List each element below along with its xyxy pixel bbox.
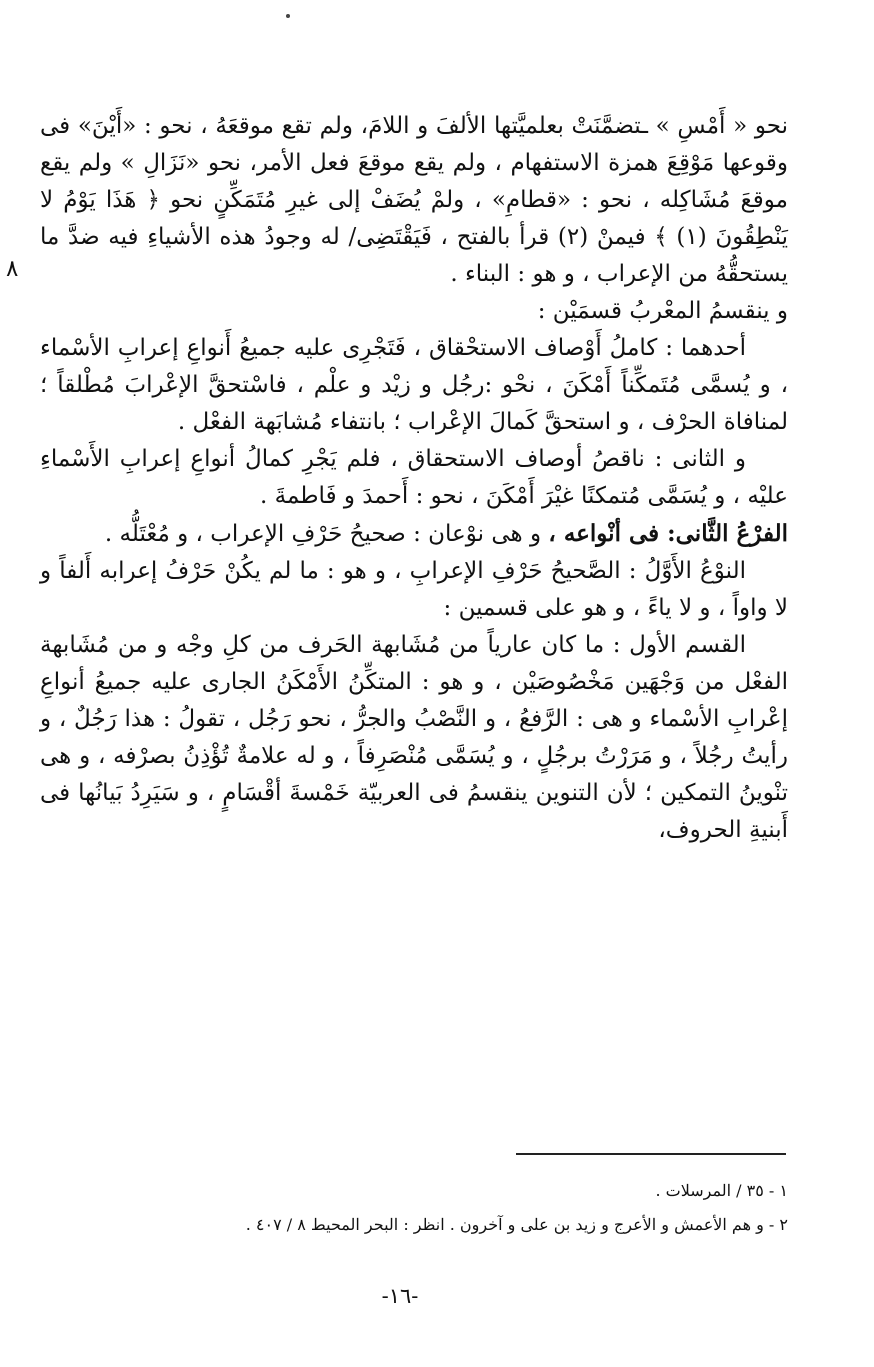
footnote-2: ٢ - و هم الأعمش و الأعرج و زيد بن على و آخرون . انظر : البحر المحيط ٨ / ٤٠٧ . [245,1215,788,1234]
paragraph-2-text: و ينقسمُ المعْربُ قسمَيْن : [537,298,788,324]
paragraph-6 [40,553,788,627]
scan-speck [286,14,290,18]
paragraph-4 [40,441,788,515]
page-number: -١٦- [381,1284,419,1308]
main-text-body [40,108,788,849]
paragraph-4-text: و الثانى : ناقصُ أوصاف الاستحقاق ، فلم يَجْرِ كمالُ أنواعِ إعرابِ الأَسْماءِ عليْه ، و يُسَمَّى مُتمكنًا غيْرَ أَمْكَنَ ، نحو : أَحمدَ و فَاطمةَ . [40,446,788,509]
paragraph-5-text: و هى نوْعان : صحيحُ حَرْفِ الإعراب ، و مُعْتَلُّه . [104,521,542,547]
paragraph-6-text: النوْعُ الأَوَّلُ : الصَّحيحُ حَرْفِ الإعرابِ ، و هو : ما لم يكُنْ حَرْفُ إعرابه أَلفاً و لا واواً ، و لا ياءً ، و هو على قسمين : [40,558,788,621]
paragraph-3 [40,330,788,441]
footnote-divider [516,1153,786,1155]
footnotes [100,1174,788,1242]
paragraph-2 [40,293,788,330]
margin-page-reference: ٨ [6,256,19,282]
section-heading: الفرْعُ الثَّانى: فى أنْواعه ، [548,520,788,547]
paragraph-1 [40,108,788,293]
paragraph-7-text: القسم الأول : ما كان عارياً من مُشَابهة الحَرف من كلِ وجْه و من مُشَابهة الفعْل من وَجْهَين مَخْصُوصَيْن ، و هو : المتكِّنُ الأَمْكَنُ الجارى عليه جميعُ أنواعِ إعْرابِ الأسْماء و هى : الرَّفعُ ، و النَّصْبُ والجرُّ ، نحو رَجُل ، تقولُ : هذا رَجُلٌ ، و رأيتُ رجُلاً ، و مَرَرْتُ برجُلٍ ، و يُسَمَّى مُنْصَرِفاً ، و له علامةٌ تُؤْذِنُ بصرْفه ، و هى تنْوينُ التمكين ؛ لأن التنوين ينقسمُ فى العربيّة خَمْسةَ أقْسَامٍ ، و سَيَرِدُ بَيانُها فى أَبنيةِ الحروف، [40,632,788,843]
footnote-1: ١ - ٣٥ / المرسلات . [655,1181,788,1200]
paragraph-5 [40,515,788,553]
paragraph-1-text: نحو « أَمْسِ » ـتضمَّنَتْ بعلميَّتها الألفَ و اللامَ، ولم تقع موقعَهُ ، نحو : «أَيْنَ» فى وقوعها مَوْقِعَ همزة الاستفهام ، ولم يقع موقعَ فعل الأمر، نحو «نَزَالِ » ولم يقع موقعَ مُشَاكِله ، نحو : «قطامِ» ، ولمْ يُضَفْ إلى غيرِ مُتَمَكِّنٍ نحو ﴿ هَذَا يَوْمُ لا يَنْطِقُونَ (١) ﴾ فيمنْ (٢) قرأ بالفتح ، فَيَقْتَضِى/ له وجودُ هذه الأشياءِ فيه ضدَّ ما يستحقُّهُ من الإعراب ، و هو : البناء . [40,113,788,287]
paragraph-3-text: أحدهما : كاملُ أَوْصاف الاستحْقاق ، فَتَجْرِى عليه جميعُ أَنواعِ إعرابِ الأسْماء ، و يُسمَّى مُتَمكِّناً أَمْكَنَ ، نحْو :رجُل و زيْد و علْم ، فاسْتحقَّ الإعْرابَ مُطْلقاً ؛ لمنافاة الحرْف ، و استحقَّ كَمالَ الإعْراب ؛ بانتفاء مُشابَهة الفعْل . [40,335,788,435]
paragraph-7 [40,627,788,849]
